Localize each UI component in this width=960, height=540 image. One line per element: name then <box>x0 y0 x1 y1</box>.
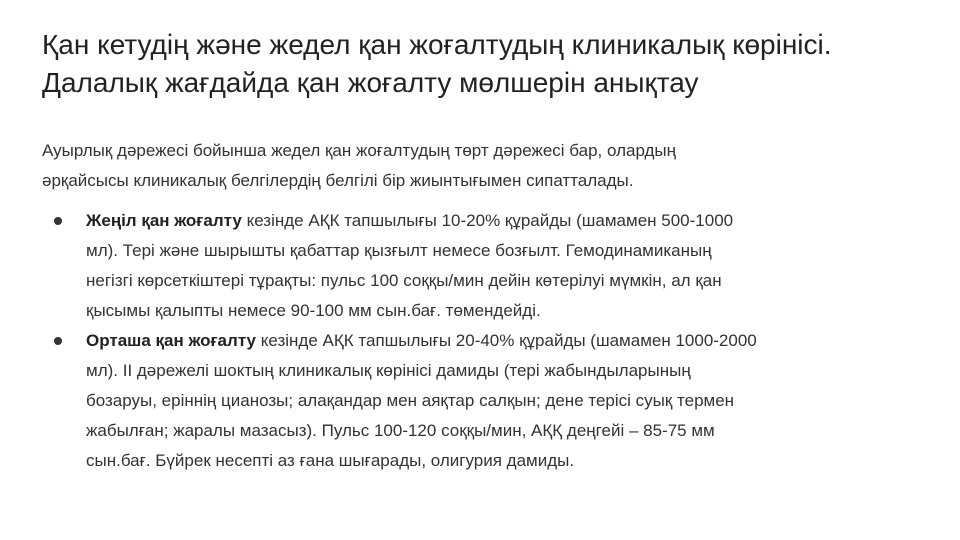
bullet-line: мл). Тері және шырышты қабаттар қызғылт немесе бозғылт. Гемодинамиканың <box>86 241 712 260</box>
bullet-text: кезінде АҚК тапшылығы 20-40% құрайды (шамамен 1000-2000 <box>256 331 757 350</box>
bullet-line: жабылған; жаралы мазасыз). Пульс 100-120 соққы/мин, АҚҚ деңгейі – 85-75 мм <box>86 421 715 440</box>
bullet-line: қысымы қалыпты немесе 90-100 мм сын.бағ. төмендейді. <box>86 301 541 320</box>
bullet-line: мл). II дәрежелі шоктың клиникалық көрінісі дамиды (тері жабындыларының <box>86 361 691 380</box>
bullet-text: кезінде АҚК тапшылығы 10-20% құрайды (шамамен 500-1000 <box>241 211 734 230</box>
slide-title <box>42 26 932 102</box>
intro-paragraph <box>42 136 922 196</box>
bullet-line: бозаруы, еріннің цианозы; алақандар мен аяқтар салқын; дене терісі суық термен <box>86 391 735 410</box>
bullet-list <box>42 206 922 476</box>
intro-line-2: әрқайсысы клиникалық белгілердің белгілі бір жиынтығымен сипатталады. <box>42 171 634 190</box>
bullet-line: негізгі көрсеткіштері тұрақты: пульс 100 соққы/мин дейін көтерілуі мүмкін, ал қан <box>86 271 722 290</box>
bullet-line <box>86 206 922 236</box>
bullet-dot-icon <box>54 217 62 225</box>
bullet-item-moderate <box>42 326 922 476</box>
bullet-item-mild <box>42 206 922 326</box>
bullet-line <box>86 326 922 356</box>
bullet-dot-icon <box>54 337 62 345</box>
slide-title-line-1: Қан кетудің және жедел қан жоғалтудың клиникалық көрінісі. <box>42 29 832 60</box>
bullet-term: Жеңіл қан жоғалту <box>86 211 242 230</box>
intro-line-1: Ауырлық дәрежесі бойынша жедел қан жоғалтудың төрт дәрежесі бар, олардың <box>42 141 677 160</box>
bullet-line: сын.бағ. Бүйрек несепті аз ғана шығарады, олигурия дамиды. <box>86 451 575 470</box>
bullet-term: Орташа қан жоғалту <box>86 331 257 350</box>
slide-title-line-2: Далалық жағдайда қан жоғалту мөлшерін анықтау <box>42 67 699 98</box>
